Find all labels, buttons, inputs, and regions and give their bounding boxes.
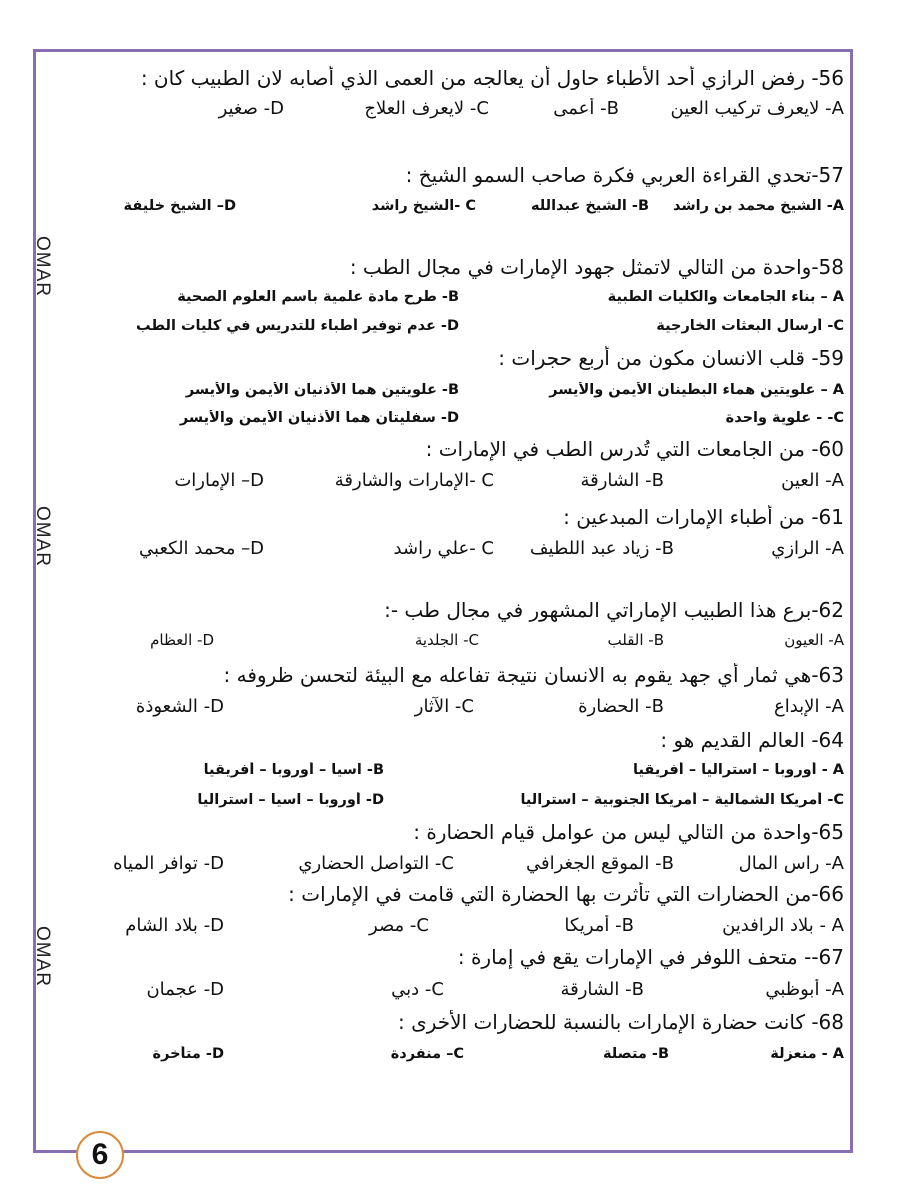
option-d[interactable]: D- أوروبا – آسيا – استراليا: [197, 792, 384, 808]
option-c[interactable]: C– منفردة: [390, 1046, 464, 1062]
option-d[interactable]: D- صغير: [218, 98, 284, 119]
question-62-options: [44, 631, 844, 659]
option-a[interactable]: A- الرازي: [771, 538, 844, 559]
question-58-options-row2: [44, 318, 844, 346]
question-67-stem: 67-- متحف اللوفر في الإمارات يقع في إمارة :: [457, 945, 844, 969]
option-a[interactable]: A- راس المال: [738, 853, 844, 874]
option-b[interactable]: B- الشارقة: [580, 470, 664, 491]
question-65-options: [44, 853, 844, 881]
question-59-stem: 59- قلب الانسان مكون من أربع حجرات :: [498, 346, 844, 370]
option-c[interactable]: C -علي راشد: [393, 538, 494, 559]
option-a[interactable]: A- العيون: [784, 631, 844, 649]
option-c[interactable]: C- لايعرف العلاج: [364, 98, 489, 119]
option-b[interactable]: B- الحضارة: [578, 696, 664, 717]
question-61-options: [44, 538, 844, 566]
option-d[interactable]: D– الإمارات: [174, 470, 264, 491]
option-c[interactable]: C- الجلدية: [414, 631, 479, 649]
option-d[interactable]: D- بلاد الشام: [125, 915, 224, 936]
option-d[interactable]: D- عدم توفير أطباء للتدريس في كليات الطب: [136, 318, 459, 334]
option-d[interactable]: D– الشيخ خليفة: [123, 198, 236, 214]
option-b[interactable]: B- الشيخ عبدالله: [530, 198, 649, 214]
option-a[interactable]: A - منعزلة: [770, 1046, 844, 1062]
option-b[interactable]: B- آسيا – أوروبا – أفريقيا: [203, 762, 384, 778]
option-a[interactable]: A- الشيخ محمد بن راشد: [673, 198, 844, 214]
question-62-stem: 62-برع هذا الطبيب الإماراتي المشهور في مجال طب -:: [384, 598, 844, 622]
option-d[interactable]: D- سفليتان هما الأذنيان الأيمن والأيسر: [179, 410, 459, 426]
watermark-omar-2: OMAR: [32, 506, 53, 567]
option-a[interactable]: A - أوروبا – استراليا – أفريقيا: [633, 762, 844, 778]
option-c[interactable]: C- أمريكا الشمالية – أمريكا الجنوبية – استراليا: [520, 792, 844, 808]
question-66-options: [44, 915, 844, 943]
question-68-stem: 68- كانت حضارة الإمارات بالنسبة للحضارات الأخرى :: [398, 1010, 844, 1034]
option-b[interactable]: B- القلب: [607, 631, 664, 649]
option-c[interactable]: C- مصر: [369, 915, 429, 936]
option-c[interactable]: C- التواصل الحضاري: [298, 853, 454, 874]
question-66-stem: 66-من الحضارات التي تأثرت بها الحضارة التي قامت في الإمارات :: [288, 882, 844, 906]
option-a[interactable]: A - بلاد الرافدين: [722, 915, 844, 936]
question-57-options: [44, 198, 844, 226]
option-b[interactable]: B- الشارقة: [560, 979, 644, 1000]
option-d[interactable]: D- الشعوذة: [135, 696, 224, 717]
question-60-options: [44, 470, 844, 498]
question-56-stem: 56- رفض الرازي أحد الأطباء حاول أن يعالجه من العمى الذي أصابه لان الطبيب كان :: [140, 66, 844, 90]
option-b[interactable]: B- زياد عبد اللطيف: [529, 538, 674, 559]
option-b[interactable]: B- أعمى: [553, 98, 619, 119]
question-59-options-row1: [44, 382, 844, 410]
question-67-options: [44, 979, 844, 1007]
question-58-options-row1: [44, 289, 844, 317]
question-65-stem: 65-واحدة من التالي ليس من عوامل قيام الحضارة :: [413, 820, 844, 844]
question-64-options-row2: [44, 792, 844, 820]
question-64-stem: 64- العالم القديم هو :: [660, 728, 844, 752]
question-59-options-row2: [44, 410, 844, 438]
option-c[interactable]: C- أرسال البعثات الخارجية: [656, 318, 844, 334]
question-63-options: [44, 696, 844, 724]
option-b[interactable]: B- أمريكا: [564, 915, 634, 936]
question-61-stem: 61- من أطباء الإمارات المبدعين :: [563, 505, 844, 529]
option-b[interactable]: B- الموقع الجغرافي: [525, 853, 674, 874]
option-a[interactable]: A- لايعرف تركيب العين: [670, 98, 844, 119]
option-a[interactable]: A – علويتين هماء البطينان الأيمن والأيسر: [549, 382, 844, 398]
option-a[interactable]: A- أبوظبي: [765, 979, 844, 1000]
option-a[interactable]: A – بناء الجامعات والكليات الطبية: [607, 289, 844, 305]
question-56-options: [44, 98, 844, 126]
question-63-stem: 63-هي ثمار أي جهد يقوم به الانسان نتيجة تفاعله مع البيئة لتحسن ظروفه :: [223, 663, 844, 687]
option-c[interactable]: C -الإمارات والشارقة: [334, 470, 494, 491]
option-a[interactable]: A- العين: [781, 470, 844, 491]
question-68-options: [44, 1046, 844, 1074]
option-b[interactable]: B- علويتين هما الأذنيان الأيمن والأيسر: [185, 382, 459, 398]
question-58-stem: 58-واحدة من التالي لاتمثل جهود الإمارات في مجال الطب :: [349, 255, 844, 279]
watermark-omar-1: OMAR: [32, 236, 53, 297]
option-c[interactable]: C- دبي: [391, 979, 444, 1000]
option-b[interactable]: B- طرح مادة علمية باسم العلوم الصحية: [177, 289, 459, 305]
option-d[interactable]: D– محمد الكعبي: [139, 538, 264, 559]
question-60-stem: 60- من الجامعات التي تُدرس الطب في الإمارات :: [425, 437, 844, 461]
option-d[interactable]: D- توافر المياه: [113, 853, 224, 874]
page-number-badge: 6: [76, 1131, 124, 1179]
option-d[interactable]: D- متأخرة: [152, 1046, 224, 1062]
question-57-stem: 57-تحدي القراءة العربي فكرة صاحب السمو الشيخ :: [405, 163, 844, 187]
option-c[interactable]: C- - علوية واحدة: [725, 410, 844, 426]
option-b[interactable]: B- متصلة: [602, 1046, 669, 1062]
question-64-options-row1: [44, 762, 844, 790]
option-c[interactable]: C- الآثار: [414, 696, 474, 717]
option-d[interactable]: D- عجمان: [146, 979, 224, 1000]
option-d[interactable]: D- العظام: [150, 631, 214, 649]
option-a[interactable]: A- الإبداع: [773, 696, 844, 717]
watermark-omar-3: OMAR: [32, 926, 53, 987]
option-c[interactable]: C -الشيخ راشد: [371, 198, 476, 214]
